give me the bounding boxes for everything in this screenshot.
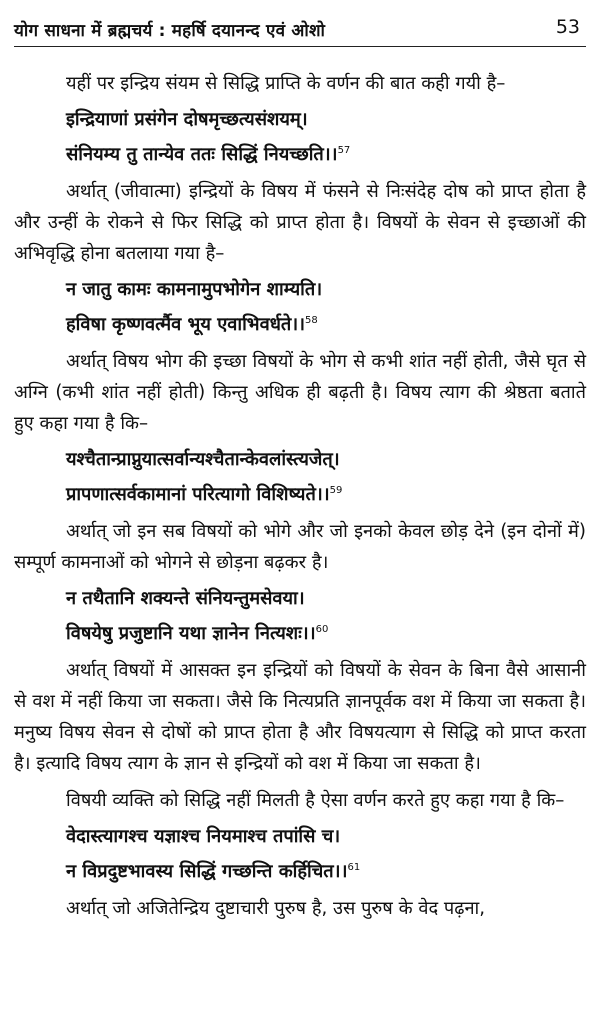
- verse-line: वेदास्त्यागश्च यज्ञाश्च नियमाश्च तपांसि च।: [66, 826, 341, 847]
- paragraph: विषयी व्यक्ति को सिद्धि नहीं मिलती है ऐसा वर्णन करते हुए कहा गया है कि–: [66, 790, 565, 811]
- footnote-marker: 61: [347, 861, 361, 873]
- paragraph: अर्थात् (जीवात्मा) इन्द्रियों के विषय में फंसने से निःसंदेह दोष को प्राप्त होता है और उन्हीं के रोकने से फिर सिद्धि को प्राप्त होता है। विषयों के सेवन से इच्छाओं की अभिवृद्धि होना बतलाया गया है–: [14, 181, 586, 264]
- verse-line: [66, 619, 586, 649]
- sanskrit-verse: [14, 275, 586, 340]
- verse-line-text: संनियम्य तु तान्येव ततः सिद्धिं नियच्छति।।: [66, 144, 338, 165]
- paragraph: यहीं पर इन्द्रिय संयम से सिद्धि प्राप्ति के वर्णन की बात कही गयी है–: [66, 73, 506, 94]
- verse-line: यश्चैतान्प्राप्नुयात्सर्वान्यश्चैतान्केवलांस्त्यजेत्।: [66, 449, 340, 470]
- paragraph: अर्थात् विषयों में आसक्त इन इन्द्रियों को विषयों के सेवन के बिना वैसे आसानी से वश में नहीं किया जा सकता। जैसे कि नित्यप्रति ज्ञानपूर्वक वश में किया जा सकता है। मनुष्य विषय सेवन से दोषों को प्राप्त होता है और विषयत्याग से सिद्धि को प्राप्त करता है। इत्यादि विषय त्याग के ज्ञान से इन्द्रियों को वश में किया जा सकता है।: [14, 660, 586, 774]
- verse-line: [66, 857, 586, 887]
- sanskrit-verse: [14, 105, 586, 170]
- verse-line: इन्द्रियाणां प्रसंगेन दोषमृच्छत्यसंशयम्।: [66, 109, 308, 130]
- verse-line: [66, 480, 586, 510]
- running-header: [14, 6, 586, 47]
- paragraph: अर्थात् विषय भोग की इच्छा विषयों के भोग से कभी शांत नहीं होती, जैसे घृत से अग्नि (कभी शांत नहीं होती) किन्तु अधिक ही बढ़ती है। विषय त्याग की श्रेष्ठता बताते हुए कहा गया है कि–: [14, 351, 586, 434]
- footnote-marker: 58: [305, 314, 318, 326]
- paragraph: अर्थात् जो अजितेन्द्रिय दुष्टाचारी पुरुष है, उस पुरुष के वेद पढ़ना,: [66, 898, 486, 919]
- verse-line-text: हविषा कृष्णवर्त्मैव भूय एवाभिवर्धते।।: [66, 314, 306, 335]
- verse-line-text: न विप्रदुष्टभावस्य सिद्धिं गच्छन्ति कर्हिचित।।: [66, 861, 348, 882]
- running-title: योग साधना में ब्रह्मचर्य : महर्षि दयानन्द एवं ओशो: [14, 21, 326, 41]
- page-body: [14, 68, 586, 930]
- sanskrit-verse: [14, 445, 586, 510]
- sanskrit-verse: [14, 584, 586, 649]
- sanskrit-verse: [14, 822, 586, 887]
- verse-line: न जातु कामः कामनामुपभोगेन शाम्यति।: [66, 279, 323, 300]
- footnote-marker: 60: [315, 623, 329, 635]
- footnote-marker: 59: [329, 484, 343, 496]
- paragraph: अर्थात् जो इन सब विषयों को भोगे और जो इनको केवल छोड़ देने (इन दोनों में) सम्पूर्ण कामनाओं को भोगने से छोड़ना बढ़कर है।: [14, 521, 586, 573]
- footnote-marker: 57: [337, 144, 351, 156]
- verse-line: [66, 310, 586, 340]
- verse-line: [66, 140, 586, 170]
- verse-line: न तथैतानि शक्यन्ते संनियन्तुमसेवया।: [66, 588, 305, 609]
- verse-line-text: विषयेषु प्रजुष्टानि यथा ज्ञानेन नित्यशः।।: [66, 623, 316, 644]
- page-number: 53: [555, 16, 580, 38]
- verse-line-text: प्रापणात्सर्वकामानां परित्यागो विशिष्यते।।: [66, 484, 330, 505]
